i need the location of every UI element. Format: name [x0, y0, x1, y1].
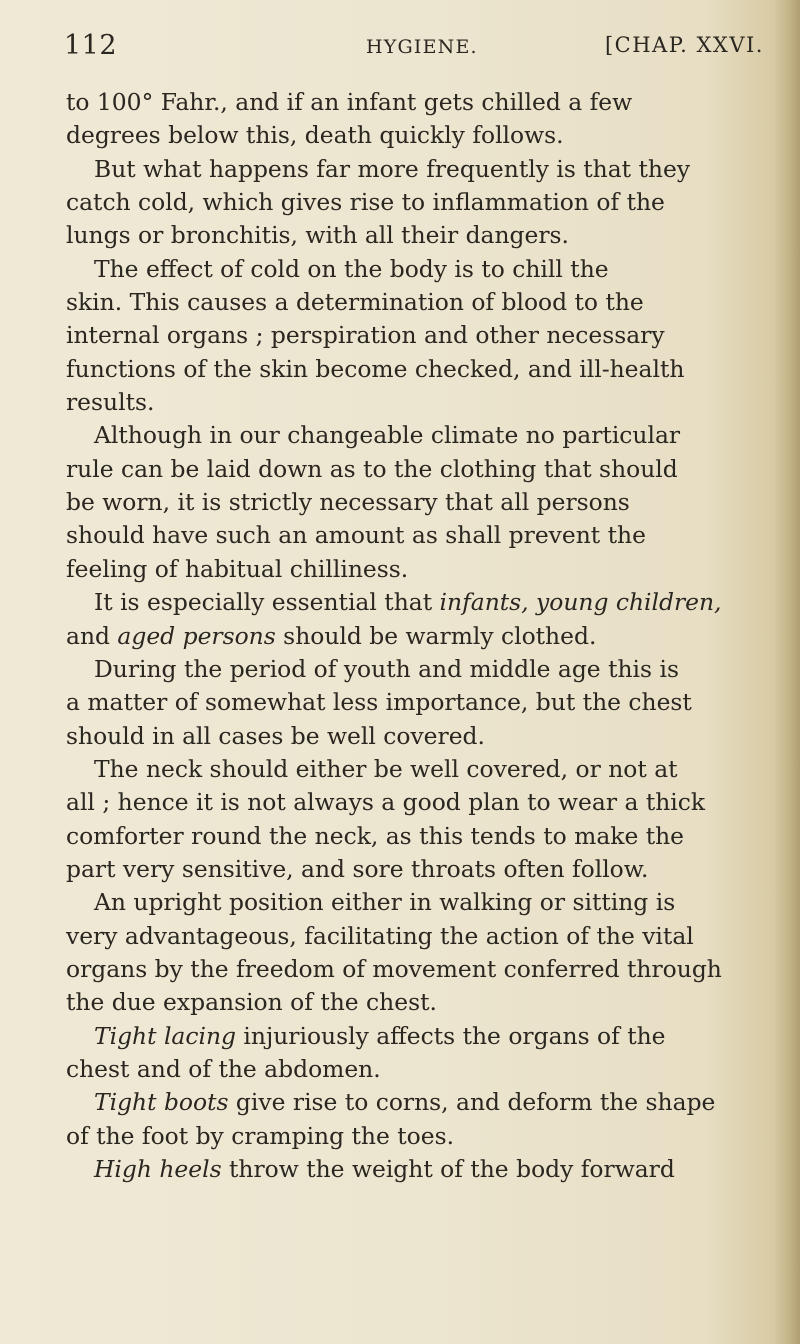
text-line — [66, 820, 766, 853]
text-run: injuriously affects the organs of the — [236, 1021, 666, 1050]
text-run: During the period of youth and middle age this is — [94, 654, 679, 683]
text-line — [66, 519, 766, 552]
page-number: 112 — [64, 30, 118, 61]
text-run: skin. This causes a determination of blood to the — [66, 288, 644, 317]
text-run: and — [66, 621, 118, 650]
text-run: Although in our changeable climate no particular — [94, 421, 681, 450]
text-run: a matter of somewhat less importance, but the chest — [66, 688, 692, 717]
text-run: results. — [66, 388, 155, 417]
text-line — [66, 219, 766, 252]
text-line — [66, 553, 766, 586]
page-edge-shadow — [774, 0, 800, 1344]
text-run: should have such an amount as shall prevent the — [66, 521, 646, 550]
text-line — [66, 119, 766, 152]
chapter-label: [CHAP. XXVI. — [604, 33, 764, 57]
text-run: internal organs ; perspiration and other necessary — [66, 321, 665, 350]
text-line — [66, 686, 766, 719]
text-line — [66, 419, 766, 452]
text-line — [66, 1153, 766, 1186]
text-run: The neck should either be well covered, or not at — [94, 754, 678, 783]
body-text — [66, 86, 766, 1186]
text-run: very advantageous, facilitating the action of the vital — [66, 921, 694, 950]
text-line — [66, 1053, 766, 1086]
text-line — [66, 1120, 766, 1153]
text-run: all ; hence it is not always a good plan to wear a thick — [66, 788, 706, 817]
text-line — [66, 720, 766, 753]
text-run: to 100° Fahr., and if an infant gets chilled a few — [66, 88, 633, 116]
text-line — [66, 386, 766, 419]
text-run: lungs or bronchitis, with all their dangers. — [66, 221, 569, 250]
text-run: the due expansion of the chest. — [66, 988, 437, 1017]
text-line — [66, 1020, 766, 1053]
text-run: catch cold, which gives rise to inflammation of the — [66, 188, 665, 217]
text-line — [66, 286, 766, 319]
text-line — [66, 586, 766, 619]
text-line — [66, 253, 766, 286]
italic-text: Tight lacing — [94, 1021, 236, 1050]
running-head: HYGIENE. — [366, 36, 478, 58]
text-run: of the foot by cramping the toes. — [66, 1121, 455, 1150]
text-line — [66, 753, 766, 786]
text-line — [66, 453, 766, 486]
text-line — [66, 886, 766, 919]
text-line — [66, 86, 766, 119]
text-line — [66, 153, 766, 186]
text-run: feeling of habitual chilliness. — [66, 554, 409, 583]
text-line — [66, 620, 766, 653]
text-run: part very sensitive, and sore throats often follow. — [66, 854, 649, 883]
text-line — [66, 353, 766, 386]
text-run: should in all cases be well covered. — [66, 721, 485, 750]
text-run: be worn, it is strictly necessary that all persons — [66, 488, 630, 517]
text-line — [66, 986, 766, 1019]
text-run: give rise to corns, and deform the shape — [228, 1088, 716, 1117]
text-run: It is especially essential that — [94, 588, 440, 617]
text-run: throw the weight of the body forward — [221, 1155, 675, 1183]
text-run: chest and of the abdomen. — [66, 1054, 381, 1083]
text-line — [66, 853, 766, 886]
text-run: An upright position either in walking or sitting is — [94, 888, 676, 917]
text-run: The effect of cold on the body is to chill the — [94, 254, 609, 283]
text-run: But what happens far more frequently is that they — [94, 154, 691, 183]
text-run: should be warmly clothed. — [275, 621, 597, 650]
text-line — [66, 319, 766, 352]
text-line — [66, 1086, 766, 1119]
text-line — [66, 186, 766, 219]
text-line — [66, 920, 766, 953]
text-run: organs by the freedom of movement conferred through — [66, 954, 722, 983]
text-run: functions of the skin become checked, and ill-health — [66, 354, 685, 383]
text-line — [66, 953, 766, 986]
text-run: comforter round the neck, as this tends to make the — [66, 821, 685, 850]
italic-text: High heels — [94, 1155, 222, 1183]
italic-text: aged persons — [117, 621, 276, 650]
page-header — [64, 30, 764, 60]
italic-text: Tight boots — [94, 1088, 229, 1117]
italic-text: infants, young children, — [439, 588, 722, 617]
text-run: rule can be laid down as to the clothing that should — [66, 454, 678, 483]
text-line — [66, 486, 766, 519]
text-line — [66, 786, 766, 819]
text-line — [66, 653, 766, 686]
text-run: degrees below this, death quickly follows. — [66, 121, 564, 150]
